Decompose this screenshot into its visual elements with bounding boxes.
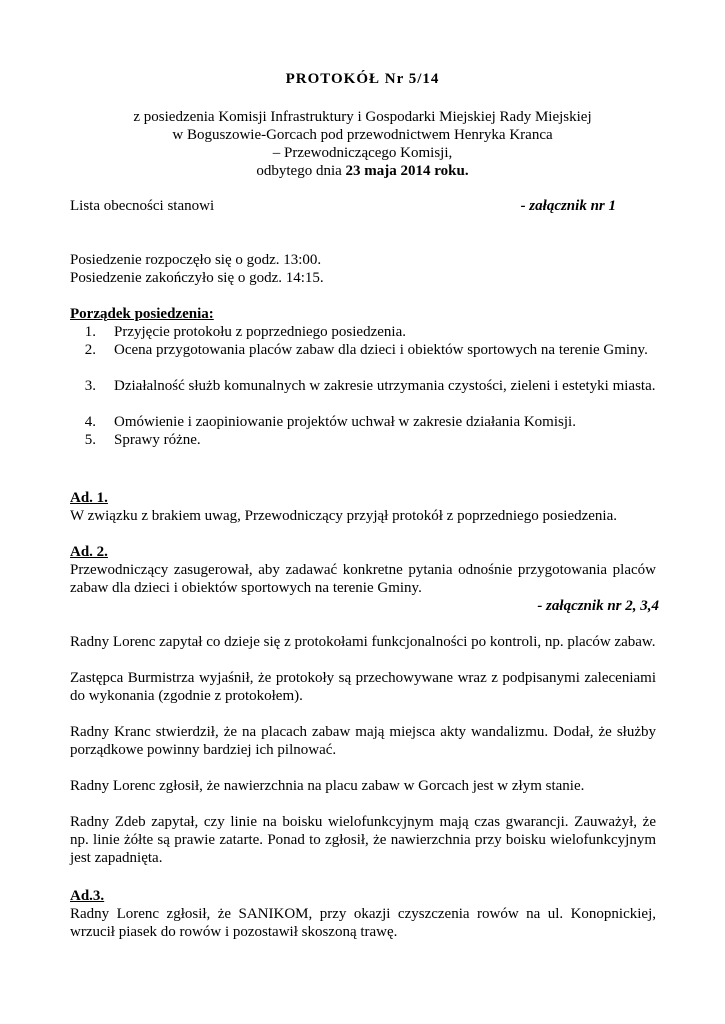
ad2-paragraph-5: Radny Zdeb zapytał, czy linie na boisku wielofunkcyjnym mają czas gwarancji. Zauważył, że np. linie żółte są prawie zatarte. Ponad to zgłosił, że nawierzchnia przy boisku wielofunkcyjnym jest zapadnięta. <box>70 814 656 866</box>
subtitle-line-4 <box>0 162 725 180</box>
ad2-paragraph-3: Radny Kranc stwierdził, że na placach zabaw mają miejsca akty wandalizmu. Dodał, że służby porządkowe powinny bardziej ich pilnować. <box>70 724 656 758</box>
agenda-item <box>70 431 656 449</box>
agenda-item-text: Sprawy różne. <box>114 432 201 448</box>
ad1-heading-text: Ad. 1. <box>70 490 108 506</box>
ad2-paragraph-2: Zastępca Burmistrza wyjaśnił, że protokoły są przechowywane wraz z podpisanymi zaleceniami do wykonania (zgodnie z protokołem). <box>70 670 656 704</box>
ad1-text: W związku z brakiem uwag, Przewodniczący przyjął protokół z poprzedniego posiedzenia. <box>70 508 618 524</box>
ad3-text: Radny Lorenc zgłosił, że SANIKOM, przy okazji czyszczenia rowów na ul. Konopnickiej, wrzucił piasek do rowów i pozostawił skoszoną trawę. <box>70 906 656 940</box>
agenda-item-text: Ocena przygotowania placów zabaw dla dzieci i obiektów sportowych na terenie Gminy. <box>114 342 648 358</box>
agenda-item-number: 5. <box>84 432 96 448</box>
ad3-heading <box>70 887 656 905</box>
document-title: PROTOKÓŁ Nr 5/14 <box>285 71 440 87</box>
ad2-text: Przewodniczący zasugerował, aby zadawać konkretne pytania odnośnie przygotowania placów zabaw dla dzieci i obiektów sportowych na terenie Gminy. <box>70 562 656 596</box>
end-time: Posiedzenie zakończyło się o godz. 14:15. <box>70 270 324 286</box>
agenda-item <box>70 377 656 413</box>
meeting-date-prefix: odbytego dnia <box>256 163 346 179</box>
agenda-heading <box>70 305 656 323</box>
agenda-item-number: 2. <box>84 342 96 358</box>
agenda-item-text: Przyjęcie protokołu z poprzedniego posiedzenia. <box>114 324 406 340</box>
ad2-paragraph-4: Radny Lorenc zgłosił, że nawierzchnia na placu zabaw w Gorcach jest w złym stanie. <box>70 778 585 794</box>
ad2-paragraph-1: Radny Lorenc zapytał co dzieje się z protokołami funkcjonalności po kontroli, np. placów zabaw. <box>70 634 656 650</box>
agenda-item <box>70 341 656 377</box>
agenda-item <box>70 413 656 431</box>
agenda-item-number: 1. <box>84 324 96 340</box>
subtitle-line-3: – Przewodniczącego Komisji, <box>272 145 453 161</box>
attendance-label: Lista obecności stanowi <box>70 198 215 214</box>
agenda-item <box>70 323 656 341</box>
start-time: Posiedzenie rozpoczęło się o godz. 13:00. <box>70 252 322 268</box>
ad2-heading-text: Ad. 2. <box>70 544 108 560</box>
ad1-heading <box>70 489 656 507</box>
agenda-item-text: Działalność służb komunalnych w zakresie utrzymania czystości, zieleni i estetyki miasta. <box>114 378 656 394</box>
agenda-heading-text: Porządek posiedzenia: <box>70 306 214 322</box>
agenda-item-number: 3. <box>84 378 96 394</box>
ad3-heading-text: Ad.3. <box>70 888 105 904</box>
subtitle-line-1: z posiedzenia Komisji Infrastruktury i Gospodarki Miejskiej Rady Miejskiej <box>133 109 592 125</box>
subtitle-line-2: w Boguszowie-Gorcach pod przewodnictwem Henryka Kranca <box>172 127 553 143</box>
ad2-reference: - załącznik nr 2, 3,4 <box>537 598 659 614</box>
agenda-item-text: Omówienie i zaopiniowanie projektów uchwał w zakresie działania Komisji. <box>114 414 576 430</box>
meeting-date: 23 maja 2014 roku. <box>345 163 469 179</box>
attendance-reference: - załącznik nr 1 <box>520 198 616 214</box>
ad2-heading <box>70 543 656 561</box>
agenda-item-number: 4. <box>84 414 96 430</box>
